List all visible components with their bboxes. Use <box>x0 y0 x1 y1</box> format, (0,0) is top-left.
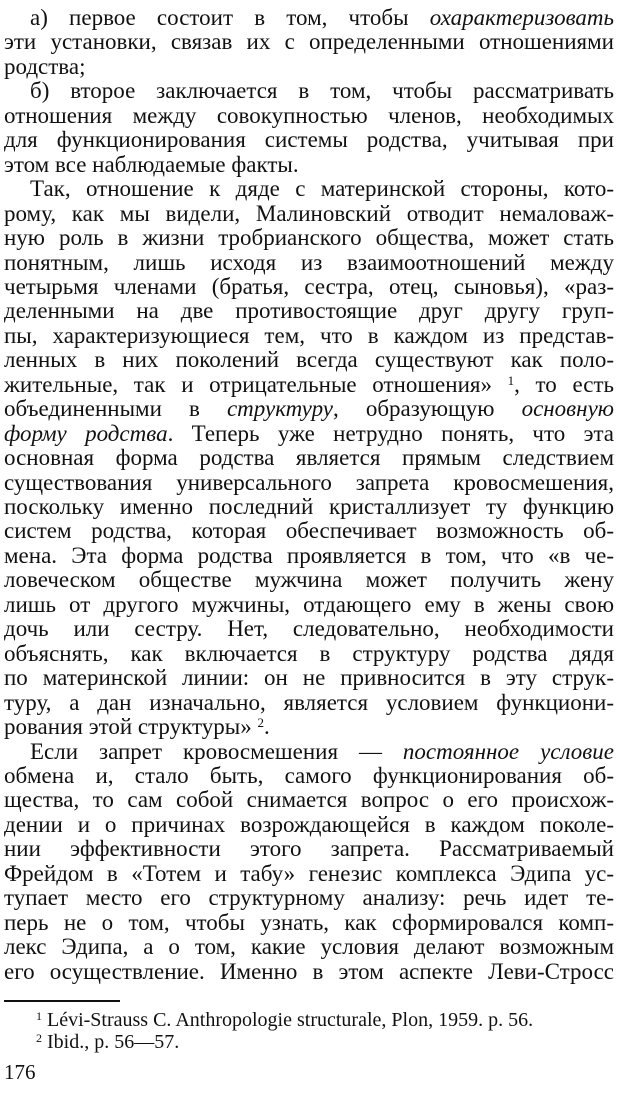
text-run: а) первое состоит в том, чтобы <box>30 5 430 30</box>
text-line <box>4 714 614 740</box>
text-line <box>4 127 614 153</box>
text-line <box>4 812 614 838</box>
text-line <box>4 274 614 300</box>
text-run: мена. Эта форма родства проявляется в том, что «в че- <box>4 542 614 568</box>
text-line <box>4 470 614 496</box>
text-run: дочь или сестру. Нет, следовательно, необходимости <box>4 616 614 642</box>
text-run: поскольку именно последний кристаллизует ту функцию <box>4 494 614 519</box>
footnote-1 <box>36 1009 616 1031</box>
text-run: жительные, так и отрицательные отношения» <box>4 371 508 397</box>
text-line <box>30 739 614 765</box>
text-run: ную роль в жизни тробрианского общества, может стать <box>4 225 614 251</box>
text-run: рому, как мы видели, Малиновский отводит немаловаж- <box>4 200 614 226</box>
footnote-text: Ibid., p. 56—57. <box>47 1031 180 1053</box>
text-run: Фрейдом в «Тотем и табу» генезис комплекса Эдипа ус- <box>4 860 614 886</box>
text-line <box>4 592 614 618</box>
text-run: для функционирования системы родства, учитывая при <box>4 127 614 153</box>
text-line <box>4 152 614 178</box>
text-line <box>4 543 614 569</box>
italic-text: постоянное условие <box>402 738 614 764</box>
page-number: 176 <box>4 1060 36 1084</box>
footnote-reference: 2 <box>257 715 264 731</box>
italic-text: охарактеризовать <box>429 5 614 30</box>
text-line <box>4 421 614 447</box>
text-run: четырьмя членами (братья, сестра, отец, сыновья), «раз- <box>4 273 614 299</box>
text-line <box>4 347 614 373</box>
text-line <box>4 763 614 789</box>
text-run: рования этой структуры» <box>4 714 258 740</box>
text-line <box>4 201 614 227</box>
text-run: этом все наблюдаемые факты. <box>4 151 299 177</box>
text-run: деленными на две противостоящие друг другу груп- <box>4 298 614 324</box>
text-line <box>4 518 614 544</box>
text-run: тупает место его структурному анализу: речь идет те- <box>4 885 614 911</box>
text-run: дении и о причинах возрождающейся в каждом поколе- <box>4 811 614 837</box>
text-run: существования универсального запрета кровосмешения, <box>4 469 614 495</box>
text-line <box>4 836 614 862</box>
text-run: объединенными в <box>4 396 227 422</box>
text-line <box>4 323 614 349</box>
text-run: ловеческом обществе мужчина может получить жену <box>4 567 614 593</box>
text-run: лекс Эдипа, а о том, какие условия делают возможным <box>4 934 614 960</box>
italic-text: форму родства <box>4 420 168 446</box>
text-run: Так, отношение к дяде с материнской стороны, кото- <box>30 176 614 202</box>
text-run: . <box>263 714 270 740</box>
text-line <box>4 934 614 960</box>
text-line <box>4 567 614 593</box>
footnote-2 <box>36 1031 616 1053</box>
text-line <box>4 665 614 691</box>
italic-text: структуру <box>226 396 333 422</box>
text-line <box>4 616 614 642</box>
text-line <box>4 861 614 887</box>
text-run: объяснять, как включается в структуру родства дядя <box>4 640 614 666</box>
text-run: отношения между совокупностью членов, необходимых <box>4 102 614 128</box>
text-line <box>4 959 614 985</box>
footnote-reference: 1 <box>507 372 515 388</box>
text-line <box>4 641 614 667</box>
text-run: понятным, лишь исходя из взаимоотношений между <box>4 249 614 275</box>
text-line <box>4 29 614 55</box>
text-line <box>4 910 614 936</box>
text-run: нии эффективности этого запрета. Рассматриваемый <box>4 836 614 862</box>
text-run: , то есть <box>514 371 614 397</box>
text-run: ленных в них поколений всегда существуют как поло- <box>4 347 614 373</box>
text-line <box>4 225 614 251</box>
text-line <box>4 885 614 911</box>
text-line <box>4 54 614 80</box>
text-run: Если запрет кровосмешения — <box>30 738 403 764</box>
text-line <box>4 372 614 398</box>
text-run: лишь от другого мужчины, отдающего ему в жены свою <box>4 591 614 617</box>
text-run: пы, характеризующиеся тем, что в каждом из представ- <box>4 322 614 348</box>
text-line <box>4 690 614 716</box>
text-run: систем родства, которая обеспечивает возможность об- <box>4 518 614 544</box>
text-line <box>4 445 614 471</box>
footnote-separator <box>4 1000 120 1002</box>
text-line <box>4 103 614 129</box>
footnote-text: Lévi-Strauss C. Anthropologie structurale, Plon, 1959. p. 56. <box>47 1009 534 1031</box>
text-run: по материнской линии: он не привносится в эту струк- <box>4 665 614 691</box>
text-run: б) второе заключается в том, чтобы рассматривать <box>30 78 614 104</box>
text-line <box>4 494 614 520</box>
text-run: обмена и, стало быть, самого функционирования об- <box>4 762 614 788</box>
text-run: туру, а дан изначально, является условием функциони- <box>4 689 614 715</box>
text-run: основная форма родства является прямым следствием <box>4 445 614 471</box>
text-line <box>30 176 614 202</box>
text-line <box>4 250 614 276</box>
text-run: , образующую <box>333 396 522 422</box>
text-run: перь не о том, чтобы узнать, как сформировался комп- <box>4 909 614 935</box>
footnote-mark: 2 <box>36 1031 42 1045</box>
italic-text: основную <box>521 396 614 422</box>
text-line <box>4 298 614 324</box>
text-run: . Теперь уже нетрудно понять, что эта <box>167 420 614 446</box>
text-run: эти установки, связав их с определенными отношениями <box>4 29 614 55</box>
footnote-mark: 1 <box>36 1009 42 1023</box>
text-run: его осуществление. Именно в этом аспекте Леви-Стросс <box>4 958 614 984</box>
text-line <box>4 396 614 422</box>
text-line <box>4 787 614 813</box>
text-line <box>30 78 614 104</box>
text-run: щества, то сам собой снимается вопрос о его происхож- <box>4 787 614 813</box>
text-line <box>30 5 614 31</box>
text-run: родства; <box>4 53 86 79</box>
